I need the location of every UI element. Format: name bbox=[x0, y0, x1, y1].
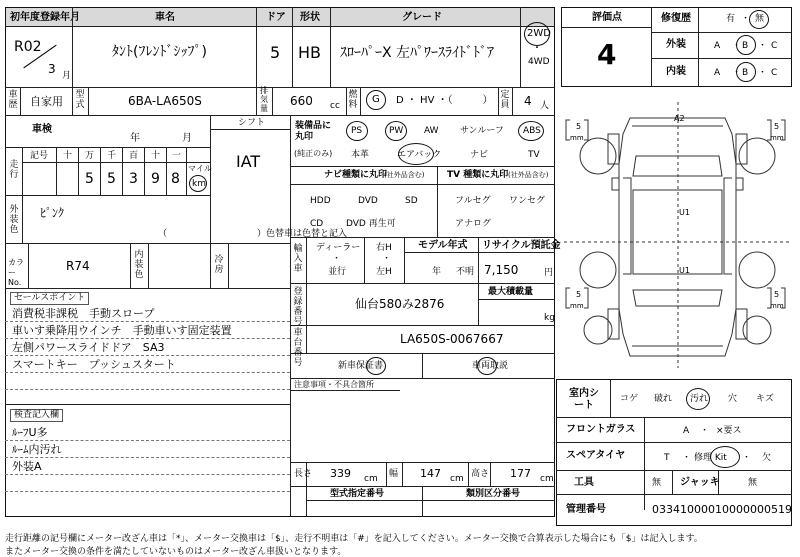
seat-yabure: 破れ bbox=[654, 394, 673, 404]
spare-dot2: ・ bbox=[742, 453, 752, 463]
footer-line-1: またメーター交換の条件を満たしていないものはメーター改ざん車扱いとなります。 bbox=[5, 547, 347, 557]
color-value: ﾋﾟﾝｸ bbox=[40, 206, 65, 220]
color-no-value: R74 bbox=[66, 259, 90, 273]
length-label: 長さ bbox=[294, 469, 313, 479]
model-year-label: モデル年式 bbox=[418, 240, 468, 251]
shift-value: IAT bbox=[236, 152, 261, 171]
height-label: 高さ bbox=[471, 469, 490, 479]
mileage-km: km bbox=[192, 179, 206, 189]
glass-dot: ・ bbox=[700, 426, 710, 436]
navi-cd: CD bbox=[310, 219, 324, 229]
mileage-digit-4: 8 bbox=[171, 171, 180, 187]
capacity-label: 定員 bbox=[500, 90, 510, 110]
tv-small: (社外品含む) bbox=[508, 171, 549, 179]
car-name-value: ﾀﾝﾄ(ﾌﾚﾝﾄﾞｼｯﾌﾟ) bbox=[112, 44, 207, 60]
grade-value: ｽﾛｰﾊﾟｰX 左ﾊﾟﾜｰｽﾗｲﾄﾞﾄﾞｱ bbox=[340, 45, 495, 61]
inspection-month: 月 bbox=[182, 133, 192, 144]
mileage-mile: マイル bbox=[188, 164, 212, 173]
seat-koge: コゲ bbox=[620, 394, 639, 404]
int-dot1: ・ bbox=[732, 68, 742, 78]
sales-point-line-3: スマートキー プッシュスタート bbox=[12, 358, 176, 371]
footer-line-0: 走行距離の記号欄にメーター改ざん車は「*」、メーター交換車は「$」、走行不明車は「#」を記入してください。メーター交換で合算表示した場合にも「$」は記入します。 bbox=[5, 534, 703, 544]
tire-fl-mm: mm bbox=[570, 134, 584, 142]
navi-sd: SD bbox=[405, 196, 418, 206]
mileage-col-4: 十 bbox=[151, 151, 161, 161]
mgmt-label: 管理番号 bbox=[566, 504, 606, 515]
spare-label: スペアタイヤ bbox=[566, 450, 626, 461]
mileage-label: 走行 bbox=[9, 160, 19, 180]
grade-header: グレード bbox=[402, 12, 442, 23]
jack-label: ジャッキ bbox=[680, 477, 720, 488]
ext-b: B bbox=[742, 41, 749, 51]
sales-point-line-1: 車いす乗降用ウインチ 手動車いす固定装置 bbox=[12, 324, 232, 337]
tire-rl-mm: mm bbox=[570, 302, 584, 310]
spare-dot: ・ bbox=[682, 453, 692, 463]
navi-dvd-play: DVD 再生可 bbox=[346, 219, 396, 229]
year-reg-header: 初年度登録年月 bbox=[10, 12, 80, 23]
tire-rr-mm: mm bbox=[770, 302, 784, 310]
chassis-label: 車台番号 bbox=[293, 328, 303, 368]
sales-point-label: セールスポイント bbox=[10, 292, 89, 305]
disp-value: 660 bbox=[290, 94, 313, 108]
reg-era: R02 bbox=[14, 39, 42, 55]
car-name-header: 車名 bbox=[155, 12, 175, 23]
ext-c: C bbox=[771, 41, 778, 51]
damage-u1-front: U1 bbox=[679, 208, 690, 217]
seat-scratch: キズ bbox=[756, 394, 774, 404]
equip-aw: AW bbox=[424, 126, 439, 136]
type-designation-label: 型式指定番号 bbox=[330, 489, 385, 499]
mileage-col-1: 万 bbox=[85, 151, 95, 161]
repair-dot: ・ bbox=[741, 14, 751, 24]
shift-label: シフト bbox=[238, 118, 266, 128]
ext-dot1: ・ bbox=[732, 41, 742, 51]
height-unit: cm bbox=[540, 474, 554, 484]
equip-navi: ナビ bbox=[470, 150, 489, 160]
handle-left: 左H bbox=[376, 267, 392, 277]
plate-label: 登録番号 bbox=[293, 287, 303, 327]
interior-color-label: 内装色 bbox=[134, 250, 144, 280]
disp-label: 排気量 bbox=[260, 86, 268, 113]
width-value: 147 bbox=[420, 467, 441, 480]
navi-hdd: HDD bbox=[310, 196, 331, 206]
import-label: 輸入車 bbox=[293, 244, 303, 274]
handle-dot: ・ bbox=[382, 254, 392, 264]
equip-ps: PS bbox=[351, 126, 363, 136]
seat-hole: 穴 bbox=[728, 394, 738, 404]
shape-value: HB bbox=[298, 43, 322, 62]
spare-t: T bbox=[664, 453, 670, 463]
width-label: 幅 bbox=[389, 469, 399, 479]
inspector-line-0: ﾙｰﾌU多 bbox=[12, 426, 48, 439]
spare-none: 欠 bbox=[762, 453, 772, 463]
int-a: A bbox=[714, 68, 721, 78]
color-no-label: カラーNo. bbox=[8, 258, 24, 287]
reg-month-unit: 月 bbox=[62, 71, 72, 81]
equip-airbag: エアバック bbox=[397, 150, 442, 160]
mileage-col-2: 千 bbox=[107, 151, 117, 161]
exterior-label: 外装 bbox=[666, 39, 686, 50]
damage-a2: A2 bbox=[674, 114, 685, 123]
model-year-year: 年 bbox=[432, 267, 442, 277]
door-header: ドア bbox=[266, 12, 286, 23]
seat-stain: 汚れ bbox=[690, 394, 709, 404]
mileage-digit-3: 9 bbox=[151, 171, 160, 187]
tire-fl-five: 5 bbox=[576, 122, 582, 131]
length-value: 339 bbox=[330, 467, 351, 480]
color-label: 外装色 bbox=[9, 205, 19, 235]
inspection-year: 年 bbox=[130, 133, 140, 144]
mgmt-value: 03341000010000000519 bbox=[652, 503, 792, 516]
glass-replace: ×要ス bbox=[716, 426, 742, 436]
recycle-unit: 円 bbox=[544, 268, 554, 278]
import-dot: ・ bbox=[332, 254, 342, 264]
shape-header: 形状 bbox=[300, 12, 320, 23]
navi-dvd: DVD bbox=[358, 196, 378, 206]
equip-abs: ABS bbox=[523, 126, 541, 136]
navi-title: ナビ種類に丸印 bbox=[324, 170, 388, 180]
mileage-digit-1: 5 bbox=[107, 171, 116, 187]
equip-tv: TV bbox=[528, 150, 540, 160]
glass-a: A bbox=[683, 426, 690, 436]
inspector-line-2: 外装A bbox=[12, 460, 42, 473]
seat-label: 室内シート bbox=[569, 388, 599, 411]
mileage-digit-0: 5 bbox=[85, 171, 94, 187]
fuel-g: G bbox=[372, 94, 380, 105]
int-dot2: ・ bbox=[758, 68, 768, 78]
length-unit: cm bbox=[364, 474, 378, 484]
reg-month: 3 bbox=[48, 62, 56, 76]
damage-u1-rear: U1 bbox=[679, 266, 690, 275]
model-label: 型式 bbox=[75, 90, 85, 110]
model-year-unknown: 不明 bbox=[456, 267, 475, 277]
sales-point-line-2: 左側パワースライドドア SA3 bbox=[12, 341, 165, 354]
notes-label: 注意事項・不具合箇所 bbox=[294, 380, 374, 389]
score-value: 4 bbox=[597, 38, 617, 71]
int-c: C bbox=[771, 68, 778, 78]
width-unit: cm bbox=[450, 474, 464, 484]
use-label: 車歴 bbox=[8, 90, 18, 110]
mileage-col-3: 百 bbox=[129, 151, 139, 161]
equip-leather: 本革 bbox=[351, 150, 370, 160]
navi-small: (社外品含む) bbox=[384, 171, 425, 179]
mileage-col-0: 十 bbox=[63, 151, 73, 161]
spare-kit: 修理 Kit bbox=[694, 453, 727, 463]
warranty-manual: 車両取説 bbox=[472, 361, 509, 371]
import-dealer: ディーラー bbox=[316, 243, 361, 253]
handle-right: 右H bbox=[376, 243, 392, 253]
height-value: 177 bbox=[510, 467, 531, 480]
fuel-label: 燃料 bbox=[348, 90, 358, 110]
mileage-col-5: 一 bbox=[172, 151, 182, 161]
tire-rl-five: 5 bbox=[576, 290, 582, 299]
tire-rr-five: 5 bbox=[774, 290, 780, 299]
car-diagram bbox=[560, 94, 795, 376]
drive-4wd: 4WD bbox=[528, 57, 550, 67]
drive-dot: ・ bbox=[532, 43, 542, 54]
door-value: 5 bbox=[270, 43, 281, 62]
import-parallel: 並行 bbox=[328, 267, 347, 277]
plate-value: 仙台580み2876 bbox=[355, 297, 445, 311]
equipment-sub: (純正のみ) bbox=[294, 149, 333, 158]
tv-oneseg: ワンセグ bbox=[509, 196, 546, 206]
equipment-label: 装備品に丸印 bbox=[295, 121, 332, 142]
equip-sunroof: サンルーフ bbox=[460, 126, 504, 136]
recycle-value: 7,150 bbox=[484, 263, 519, 277]
tools-label: 工具 bbox=[574, 477, 594, 488]
recycle-label: リサイクル預託金 bbox=[482, 240, 561, 251]
tv-title: TV 種類に丸印 bbox=[447, 170, 509, 180]
int-b: B bbox=[742, 68, 749, 78]
repair-label: 修復歴 bbox=[661, 13, 691, 24]
tv-analog: アナログ bbox=[455, 219, 492, 229]
inspection-label: 車検 bbox=[32, 124, 52, 135]
tire-fr-five: 5 bbox=[774, 122, 780, 131]
tv-fullseg: フルセグ bbox=[455, 196, 491, 206]
repair-no: 無 bbox=[755, 14, 765, 24]
fuel-rest: D ・ HV ・（ ） bbox=[396, 95, 493, 106]
chassis-value: LA650S-0067667 bbox=[400, 332, 504, 346]
ext-dot2: ・ bbox=[758, 41, 768, 51]
interior-label: 内装 bbox=[666, 66, 686, 77]
jack-value: 無 bbox=[748, 478, 758, 488]
disp-unit: cc bbox=[330, 101, 340, 111]
inspector-label: 検査記入欄 bbox=[10, 409, 63, 422]
ac-label: 冷房 bbox=[214, 255, 224, 275]
inspector-line-1: ﾙｰﾑ内汚れ bbox=[12, 443, 62, 456]
class-designation-label: 類別区分番号 bbox=[466, 489, 521, 499]
tools-value: 無 bbox=[652, 478, 662, 488]
use-value: 自家用 bbox=[30, 95, 63, 108]
score-label: 評価点 bbox=[592, 12, 622, 23]
glass-label: フロントガラス bbox=[566, 424, 636, 435]
tire-fr-mm: mm bbox=[770, 134, 784, 142]
mileage-digit-2: 3 bbox=[129, 171, 138, 187]
load-unit: kg bbox=[544, 313, 555, 323]
warranty-new: 新車保証書 bbox=[338, 361, 384, 371]
load-label: 最大積載量 bbox=[488, 287, 534, 297]
sales-point-line-0: 消費税非課税 手動スロープ bbox=[12, 307, 155, 320]
repair-yes: 有 bbox=[726, 14, 736, 24]
capacity-value: 4 bbox=[524, 94, 532, 108]
equip-pw: PW bbox=[389, 126, 404, 136]
color-paren: （ ）色替車は色替と記入 bbox=[158, 229, 348, 239]
capacity-unit: 人 bbox=[540, 101, 550, 111]
mileage-mark: 記号 bbox=[30, 151, 49, 161]
model-value: 6BA-LA650S bbox=[128, 94, 202, 108]
ext-a: A bbox=[714, 41, 721, 51]
drive-2wd: 2WD bbox=[527, 28, 551, 39]
